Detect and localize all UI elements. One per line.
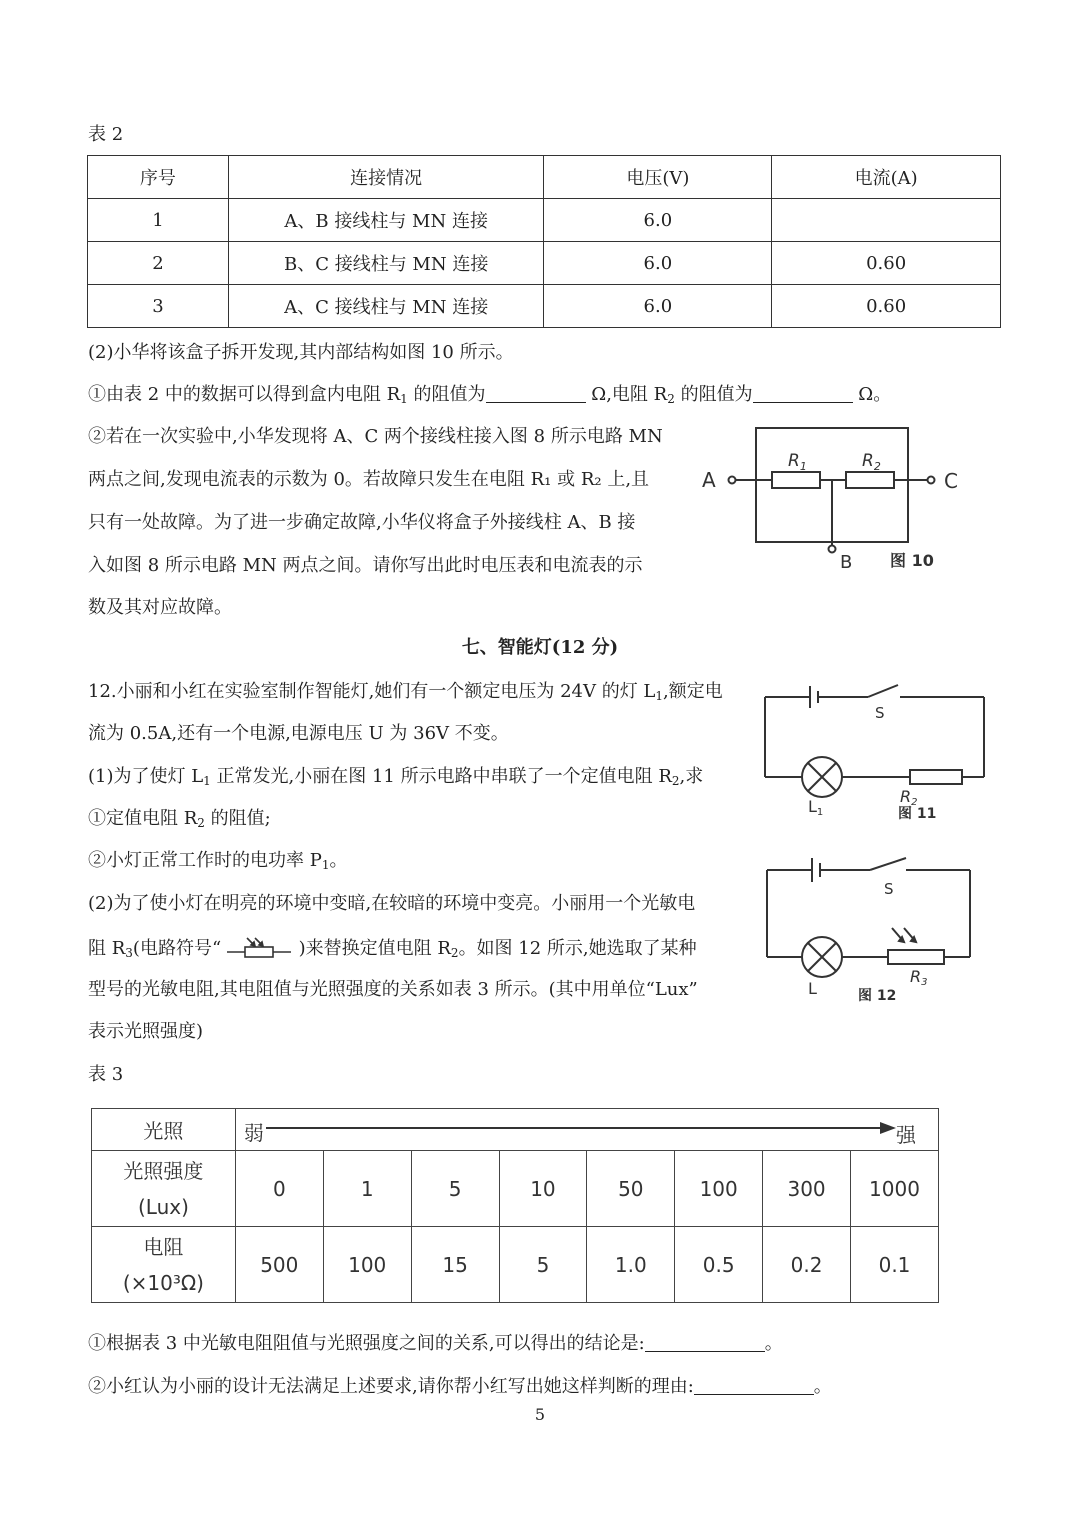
- q12-line: (1)为了使灯 $L_1$ 正常发光,小丽在图 11 所示电路中串联了一个定值电阻 $R_2$,求: [88, 766, 704, 788]
- terminal-a-label: A: [702, 468, 716, 492]
- weak-label: 弱: [243, 1121, 264, 1145]
- table3-caption: 表 3: [88, 1064, 124, 1085]
- table2-header-cell: 电流(A): [772, 156, 1001, 199]
- table3-lux-cell: 5: [411, 1151, 499, 1227]
- table3-lux-cell: 100: [675, 1151, 763, 1227]
- switch-s-label: S: [875, 704, 885, 722]
- table2-cell: [772, 199, 1001, 242]
- table3-lux-cell: 10: [499, 1151, 587, 1227]
- table3-resistance-cell: 0.2: [763, 1227, 851, 1303]
- table3-resistance-cell: 100: [323, 1227, 411, 1303]
- q12-line: 型号的光敏电阻,其电阻值与光照强度的关系如表 3 所示。(其中用单位“Lux”: [88, 979, 698, 1000]
- table2-cell: 2: [88, 242, 229, 285]
- table2: [87, 155, 1001, 328]
- part2-q2-line: 两点之间,发现电流表的示数为 0。若故障只发生在电阻 R₁ 或 R₂ 上,且: [88, 469, 650, 490]
- lamp-l-label: L: [808, 979, 817, 998]
- table3-resistance-row: [92, 1227, 939, 1303]
- part2-q2-line: 只有一处故障。为了进一步确定故障,小华仪将盒子外接线柱 A、B 接: [88, 512, 636, 533]
- strong-label: 强: [896, 1123, 916, 1147]
- q12-line: 阻 $R_3$(电路符号“ )来替换定值电阻 $R_2$。如图 12 所示,她选取了某种: [88, 938, 697, 960]
- table3-light-row: [92, 1109, 939, 1151]
- table3-lux-label: 光照强度 (Lux): [92, 1151, 236, 1227]
- table2-cell: 6.0: [544, 199, 772, 242]
- part2-intro: (2)小华将该盒子拆开发现,其内部结构如图 10 所示。: [88, 342, 514, 363]
- table3-lux-cell: 1000: [851, 1151, 939, 1227]
- arrow-right-icon: [266, 1121, 896, 1135]
- table2-cell: 6.0: [544, 242, 772, 285]
- q12-line: ①定值电阻 $R_2$ 的阻值;: [88, 808, 271, 830]
- answer-blank-r1[interactable]: [486, 384, 586, 403]
- answer-blank-conclusion[interactable]: [645, 1333, 765, 1352]
- table3-resistance-label: 电阻 (×10³Ω): [92, 1227, 236, 1303]
- table3: [91, 1108, 939, 1303]
- final-question-2: ②小红认为小丽的设计无法满足上述要求,请你帮小红写出她这样判断的理由: 。: [88, 1376, 832, 1397]
- table3-resistance-cell: 0.1: [851, 1227, 939, 1303]
- table2-header-row: [88, 156, 1001, 199]
- table2-cell: B、C 接线柱与 MN 连接: [228, 242, 544, 285]
- table3-resistance-cell: 5: [499, 1227, 587, 1303]
- lamp-l1-label: L1: [808, 797, 824, 818]
- table3-light-arrow: [235, 1109, 938, 1151]
- table2-cell: 0.60: [772, 285, 1001, 328]
- q12-line: (2)为了使小灯在明亮的环境中变暗,在较暗的环境中变亮。小丽用一个光敏电: [88, 893, 696, 914]
- r2-label: $R_2$: [862, 451, 881, 473]
- table2-cell: A、C 接线柱与 MN 连接: [228, 285, 544, 328]
- figure-10-circuit: [700, 420, 970, 580]
- table2-cell: 1: [88, 199, 229, 242]
- section-7-title: 七、智能灯(12 分): [461, 637, 619, 658]
- table2-row: [88, 242, 1001, 285]
- table2-header-cell: 连接情况: [228, 156, 544, 199]
- figure-11-caption: 图 11: [898, 806, 937, 822]
- q12-line: 流为 0.5A,还有一个电源,电源电压 U 为 36V 不变。: [88, 723, 509, 744]
- table2-header-cell: 电压(V): [544, 156, 772, 199]
- photoresistor-symbol-icon: [227, 936, 293, 960]
- switch-s-label: S: [884, 880, 894, 898]
- table2-cell: 0.60: [772, 242, 1001, 285]
- part2-q2-line: 入如图 8 所示电路 MN 两点之间。请你写出此时电压表和电流表的示: [88, 555, 643, 576]
- part2-q2-line: 数及其对应故障。: [88, 597, 232, 618]
- terminal-c-label: C: [944, 469, 958, 493]
- table2-row: [88, 199, 1001, 242]
- table3-resistance-cell: 15: [411, 1227, 499, 1303]
- figure-10-caption: 图 10: [890, 551, 934, 570]
- part2-question1: ①由表 2 中的数据可以得到盒内电阻 $R_1$ 的阻值为 Ω,电阻 $R_2$ 的阻值为 Ω。: [88, 384, 892, 406]
- table3-light-label: 光照: [92, 1109, 236, 1151]
- table3-resistance-cell: 1.0: [587, 1227, 675, 1303]
- figure-12-circuit: [750, 850, 1000, 1010]
- figure-12-caption: 图 12: [858, 988, 897, 1004]
- terminal-b-label: B: [840, 552, 853, 573]
- table2-cell: 6.0: [544, 285, 772, 328]
- table2-row: [88, 285, 1001, 328]
- table2-cell: A、B 接线柱与 MN 连接: [228, 199, 544, 242]
- r3-label: R3: [910, 967, 928, 988]
- q12-line: 表示光照强度): [88, 1021, 204, 1042]
- page-number: 5: [534, 1405, 546, 1424]
- r1-label: $R_1$: [788, 451, 807, 473]
- table2-caption: 表 2: [88, 124, 124, 145]
- final-question-1: ①根据表 3 中光敏电阻阻值与光照强度之间的关系,可以得出的结论是: 。: [88, 1333, 783, 1354]
- table2-cell: 3: [88, 285, 229, 328]
- q12-line: 12.小丽和小红在实验室制作智能灯,她们有一个额定电压为 24V 的灯 $L_1$,额定电: [88, 681, 723, 703]
- table3-lux-cell: 0: [235, 1151, 323, 1227]
- table3-lux-cell: 300: [763, 1151, 851, 1227]
- table3-lux-cell: 1: [323, 1151, 411, 1227]
- answer-blank-reason[interactable]: [694, 1376, 814, 1395]
- part2-q2-line: ②若在一次实验中,小华发现将 A、C 两个接线柱接入图 8 所示电路 MN: [88, 426, 663, 447]
- table3-lux-row: [92, 1151, 939, 1227]
- r2-label: R2: [900, 787, 918, 808]
- q12-line: ②小灯正常工作时的电功率 $P_1$。: [88, 850, 348, 872]
- answer-blank-r2[interactable]: [753, 384, 853, 403]
- table3-lux-cell: 50: [587, 1151, 675, 1227]
- figure-11-circuit: [750, 680, 1000, 825]
- table3-resistance-cell: 500: [235, 1227, 323, 1303]
- table3-resistance-cell: 0.5: [675, 1227, 763, 1303]
- table2-header-cell: 序号: [88, 156, 229, 199]
